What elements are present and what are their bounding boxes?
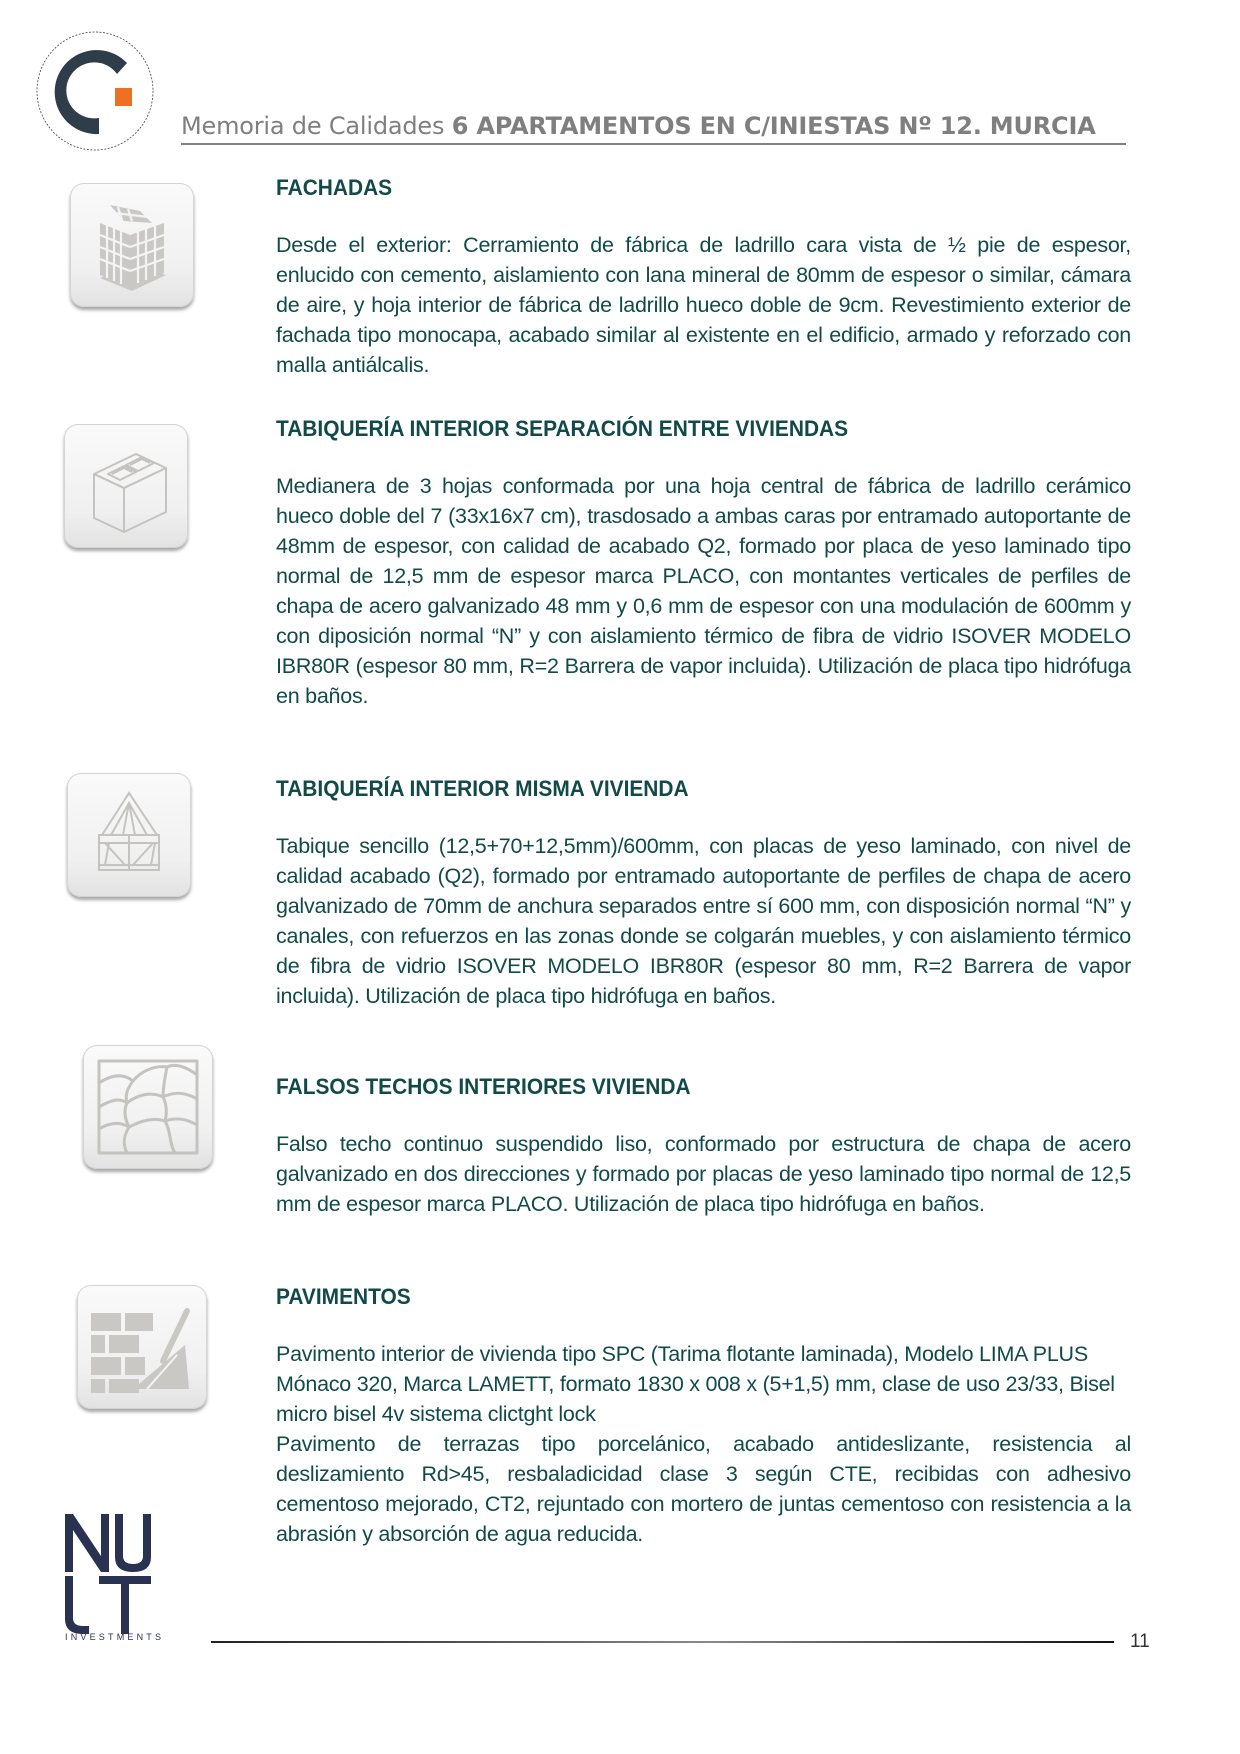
- section-heading: PAVIMENTOS: [276, 1284, 411, 1309]
- hollow-brick-icon: [64, 424, 188, 548]
- document-title-prefix: Memoria de Calidades: [181, 112, 445, 140]
- section-body: Medianera de 3 hojas conformada por una hoja central de fábrica de ladrillo cerámico hueco doble del 7 (33x16x7 cm), trasdosado a ambas caras por entramado autoportante de 48mm de espesor, con calidad de acabado Q2, formado por placa de yeso laminado tipo normal de 12,5 mm de espesor marca PLACO, con montantes verticales de perfiles de chapa de acero galvanizado 48 mm y 0,6 mm de espesor con una modulación de 600mm y con diposición normal “N” y con aislamiento térmico de fibra de vidrio ISOVER MODELO IBR80R (espesor 80 mm, R=2 Barrera de vapor incluida). Utilización de placa tipo hidrófuga en baños.: [276, 474, 1131, 708]
- section-tabiqueria-misma-vivienda: [276, 776, 1131, 1011]
- document-title: [181, 112, 1096, 140]
- header-underline: [181, 143, 1126, 145]
- building-icon: [70, 183, 194, 307]
- c-logo-icon: [35, 30, 155, 152]
- section-body-interior: Pavimento interior de vivienda tipo SPC (Tarima flotante laminada), Modelo LIMA PLUS Mónaco 320, Marca LAMETT, formato 1830 x 008 x (5+1,5) mm, clase de uso 23/33, Bisel micro bisel 4v sistema clictght lock: [276, 1342, 1115, 1426]
- brand-caption: INVESTMENTS: [65, 1632, 165, 1642]
- section-body-terrazas: Pavimento de terrazas tipo porcelánico, acabado antideslizante, resistencia al deslizamiento Rd>45, resbaladicidad clase 3 según CTE, recibidas con adhesivo cementoso mejorado, CT2, rejuntado con mortero de juntas cementoso con resistencia a la abrasión y absorción de agua reducida.: [276, 1432, 1131, 1546]
- section-falsos-techos: [276, 1074, 1131, 1219]
- footer-divider: [211, 1641, 1114, 1643]
- section-heading: TABIQUERÍA INTERIOR SEPARACIÓN ENTRE VIVIENDAS: [276, 416, 849, 441]
- section-body: Tabique sencillo (12,5+70+12,5mm)/600mm, con placas de yeso laminado, con nivel de calidad acabado (Q2), formado por entramado autoportante de perfiles de chapa de acero galvanizado de 70mm de anchura separados entre sí 600 mm, con disposición normal “N” y canales, con refuerzos en las zonas donde se colgarán muebles, y con aislamiento térmico de fibra de vidrio ISOVER MODELO IBR80R (espesor 80 mm, R=2 Barrera de vapor incluida). Utilización de placa tipo hidrófuga en baños.: [276, 834, 1131, 1008]
- section-body: Falso techo continuo suspendido liso, conformado por estructura de chapa de acero galvanizado en dos direcciones y formado por placas de yeso laminado tipo normal de 12,5 mm de espesor marca PLACO. Utilización de placa tipo hidrófuga en baños.: [276, 1132, 1131, 1216]
- section-fachadas: [276, 175, 1131, 380]
- page-number: 11: [1130, 1631, 1150, 1652]
- document-title-project: 6 APARTAMENTOS EN C/INIESTAS Nº 12. MURCIA: [451, 112, 1096, 140]
- section-heading: TABIQUERÍA INTERIOR MISMA VIVIENDA: [276, 776, 689, 801]
- section-pavimentos: [276, 1284, 1131, 1549]
- section-heading: FALSOS TECHOS INTERIORES VIVIENDA: [276, 1074, 691, 1099]
- section-tabiqueria-separacion: [276, 416, 1131, 711]
- timber-frame-icon: [67, 773, 191, 897]
- nut-investments-logo-icon: [63, 1510, 163, 1640]
- bricks-trowel-icon: [77, 1285, 207, 1409]
- section-heading: FACHADAS: [276, 175, 393, 200]
- section-body: Desde el exterior: Cerramiento de fábrica de ladrillo cara vista de ½ pie de espesor, enlucido con cemento, aislamiento con lana mineral de 80mm de espesor o similar, cámara de aire, y hoja interior de fábrica de ladrillo hueco doble de 9cm. Revestimiento exterior de fachada tipo monocapa, acabado similar al existente en el edificio, armado y reforzado con malla antiálcalis.: [276, 233, 1131, 377]
- stone-ceiling-icon: [83, 1045, 213, 1169]
